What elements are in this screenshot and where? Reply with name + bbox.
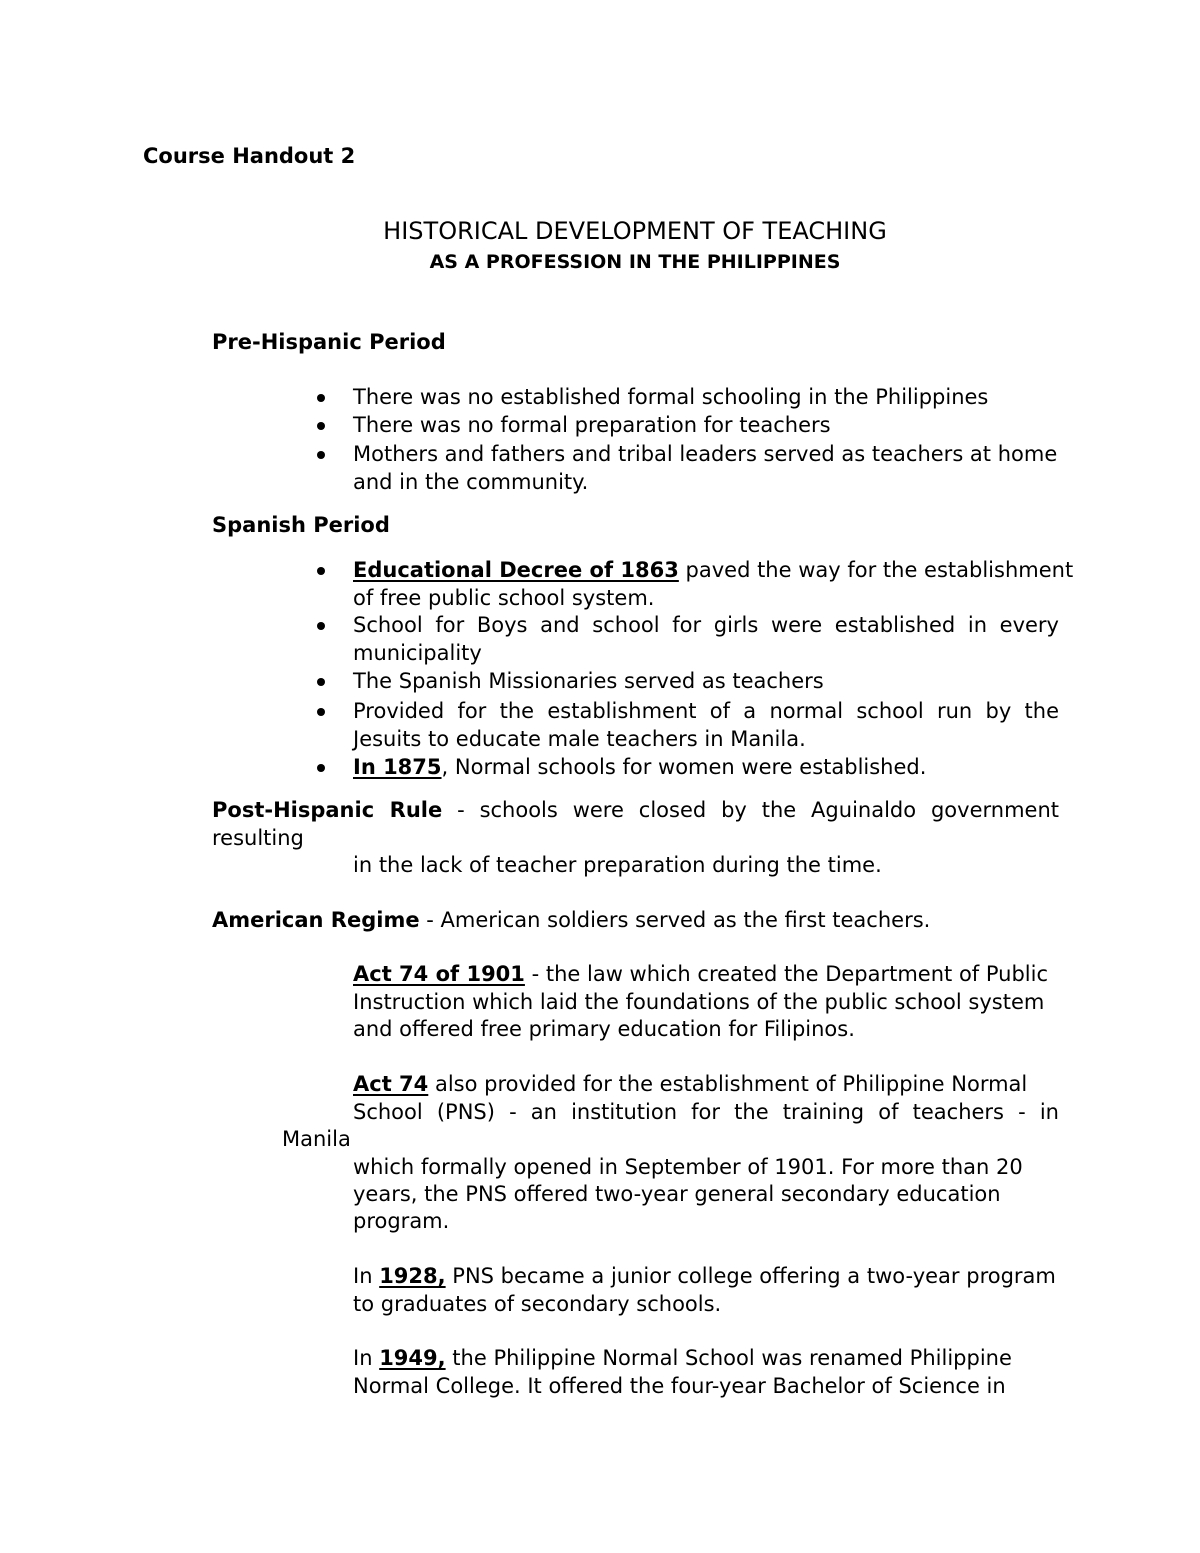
list-item-text: paved the way for the establishment: [678, 558, 1074, 582]
paragraph-text: In: [353, 1346, 380, 1370]
paragraph-text: - the law which created the Department of Public: [524, 962, 1049, 986]
act-reference: Act 74: [353, 1072, 429, 1096]
paragraph-text: the Philippine Normal School was renamed Philippine: [445, 1346, 1012, 1370]
decree-reference: Educational Decree of 1863: [353, 558, 679, 582]
list-item: [353, 753, 926, 781]
document-subtitle: AS A PROFESSION IN THE PHILIPPINES: [429, 251, 841, 273]
list-item: Provided for the establishment of a normal school run by the: [353, 699, 1059, 723]
list-item-continuation: municipality: [353, 641, 482, 665]
bullet-icon: [317, 764, 325, 772]
paragraph-line: Manila: [282, 1127, 351, 1151]
paragraph-line: program.: [353, 1209, 450, 1233]
paragraph-line: Instruction which laid the foundations of the public school system: [353, 990, 1045, 1014]
list-item-text: , Normal schools for women were established.: [441, 755, 927, 779]
american-regime-intro: [212, 906, 930, 934]
paragraph-line: to graduates of secondary schools.: [353, 1292, 722, 1316]
section-heading-spanish: Spanish Period: [212, 513, 390, 537]
paragraph-line: [353, 1070, 1027, 1098]
paragraph-line: which formally opened in September of 1901. For more than 20: [353, 1155, 1023, 1179]
bullet-icon: [317, 622, 325, 630]
list-item: The Spanish Missionaries served as teachers: [353, 669, 824, 693]
section-heading-post-hispanic: Post-Hispanic Rule: [212, 798, 443, 822]
list-item: Mothers and fathers and tribal leaders served as teachers at home: [353, 442, 1058, 466]
paragraph-line: resulting: [212, 826, 304, 850]
bullet-icon: [317, 567, 325, 575]
paragraph-line: [353, 1344, 1012, 1372]
bullet-icon: [317, 451, 325, 459]
handout-label: Course Handout 2: [143, 144, 356, 168]
list-item: There was no established formal schooling in the Philippines: [353, 385, 989, 409]
document-title: HISTORICAL DEVELOPMENT OF TEACHING: [383, 217, 887, 245]
year-reference: 1949,: [379, 1346, 446, 1370]
list-item: [353, 556, 1073, 584]
paragraph-text: - schools were closed by the Aguinaldo government: [442, 798, 1059, 822]
list-item: There was no formal preparation for teachers: [353, 413, 831, 437]
paragraph-line: and offered free primary education for Filipinos.: [353, 1017, 855, 1041]
paragraph-line: in the lack of teacher preparation during the time.: [353, 853, 882, 877]
paragraph-text: In: [353, 1264, 380, 1288]
post-hispanic-paragraph: [212, 796, 1059, 824]
paragraph-text: PNS became a junior college offering a two-year program: [445, 1264, 1056, 1288]
list-item-continuation: of free public school system.: [353, 586, 655, 610]
list-item-continuation: Jesuits to educate male teachers in Manila.: [353, 727, 806, 751]
paragraph-line: Normal College. It offered the four-year Bachelor of Science in: [353, 1374, 1006, 1398]
bullet-icon: [317, 708, 325, 716]
bullet-icon: [317, 678, 325, 686]
paragraph-line: School (PNS) - an institution for the training of teachers - in: [353, 1100, 1059, 1124]
bullet-icon: [317, 422, 325, 430]
bullet-icon: [317, 394, 325, 402]
paragraph-line: years, the PNS offered two-year general secondary education: [353, 1182, 1001, 1206]
paragraph-text: also provided for the establishment of Philippine Normal: [428, 1072, 1028, 1096]
year-reference: 1928,: [379, 1264, 446, 1288]
paragraph-line: [353, 960, 1048, 988]
paragraph-line: [353, 1262, 1056, 1290]
act-reference: Act 74 of 1901: [353, 962, 525, 986]
list-item: School for Boys and school for girls were established in every: [353, 613, 1059, 637]
section-heading-pre-hispanic: Pre-Hispanic Period: [212, 330, 446, 354]
year-reference: In 1875: [353, 755, 442, 779]
list-item-continuation: and in the community.: [353, 470, 589, 494]
paragraph-text: - American soldiers served as the first teachers.: [419, 908, 931, 932]
section-heading-american: American Regime: [212, 908, 420, 932]
